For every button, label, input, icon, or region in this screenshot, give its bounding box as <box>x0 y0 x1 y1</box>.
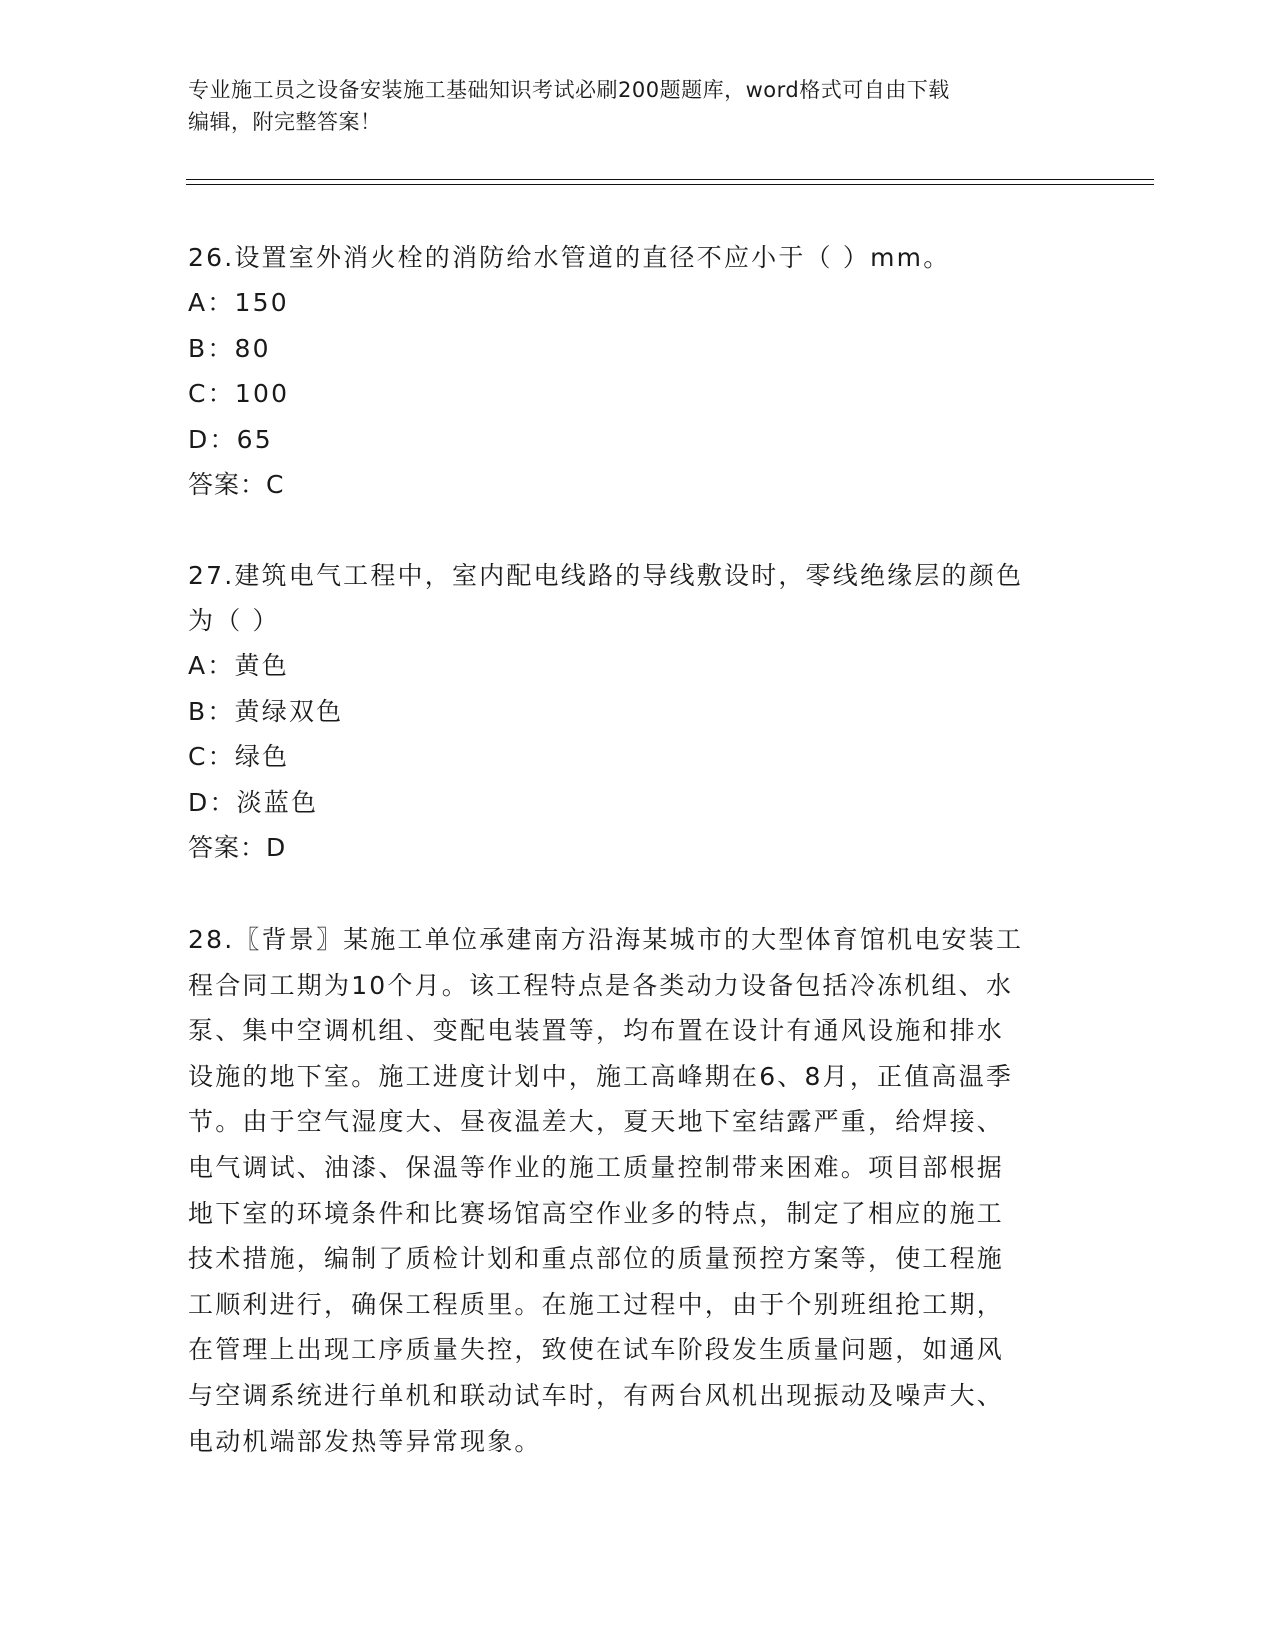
question-27 <box>188 553 1068 870</box>
stem-line: 为（ ） <box>188 606 280 635</box>
option-a: A：150 <box>188 288 289 317</box>
stem-line: 节。由于空气湿度大、昼夜温差大，夏天地下室结露严重，给焊接、 <box>188 1107 1005 1137</box>
option-a: A：黄色 <box>188 651 289 680</box>
stem-line: 28.〖背景〗某施工单位承建南方沿海某城市的大型体育馆机电安装工 <box>188 925 1024 954</box>
question-26 <box>188 235 1068 507</box>
question-stem <box>188 917 1068 1464</box>
option-c: C：100 <box>188 379 290 408</box>
option-c: C：绿色 <box>188 742 290 771</box>
stem-line: 程合同工期为10个月。该工程特点是各类动力设备包括冷冻机组、水 <box>188 970 1014 1000</box>
option-d: D：淡蓝色 <box>188 787 319 817</box>
stem-line: 电动机端部发热等异常现象。 <box>188 1426 542 1456</box>
stem-line: 26.设置室外消火栓的消防给水管道的直径不应小于（ ）mm。 <box>188 243 951 272</box>
stem-line: 与空调系统进行单机和联动试车时，有两台风机出现振动及噪声大、 <box>188 1380 1005 1410</box>
stem-line: 设施的地下室。施工进度计划中，施工高峰期在6、8月，正值高温季 <box>188 1061 1014 1091</box>
option-b: B：80 <box>188 333 271 363</box>
answer-line: 答案：C <box>188 470 285 499</box>
answer-line: 答案：D <box>188 833 287 862</box>
header-line: 专业施工员之设备安装施工基础知识考试必刷200题题库，word格式可自由下载 <box>188 78 950 102</box>
document-header <box>188 74 1088 138</box>
option-b: B：黄绿双色 <box>188 696 344 726</box>
stem-line: 工顺利进行，确保工程质里。在施工过程中，由于个别班组抢工期， <box>188 1289 1005 1319</box>
stem-line: 泵、集中空调机组、变配电装置等，均布置在设计有通风设施和排水 <box>188 1016 1005 1046</box>
stem-line: 地下室的环境条件和比赛场馆高空作业多的特点，制定了相应的施工 <box>188 1198 1005 1228</box>
stem-line: 在管理上出现工序质量失控，致使在试车阶段发生质量问题，如通风 <box>188 1335 1005 1365</box>
stem-line: 电气调试、油漆、保温等作业的施工质量控制带来困难。项目部根据 <box>188 1152 1005 1182</box>
header-line: 编辑，附完整答案！ <box>188 110 382 134</box>
option-d: D：65 <box>188 424 273 454</box>
header-divider <box>186 179 1154 180</box>
question-stem <box>188 553 1068 643</box>
header-divider <box>186 184 1154 185</box>
question-28 <box>188 917 1068 1464</box>
stem-line: 技术措施，编制了质检计划和重点部位的质量预控方案等，使工程施 <box>188 1244 1005 1274</box>
stem-line: 27.建筑电气工程中，室内配电线路的导线敷设时，零线绝缘层的颜色 <box>188 561 1024 590</box>
question-stem <box>188 235 1068 280</box>
